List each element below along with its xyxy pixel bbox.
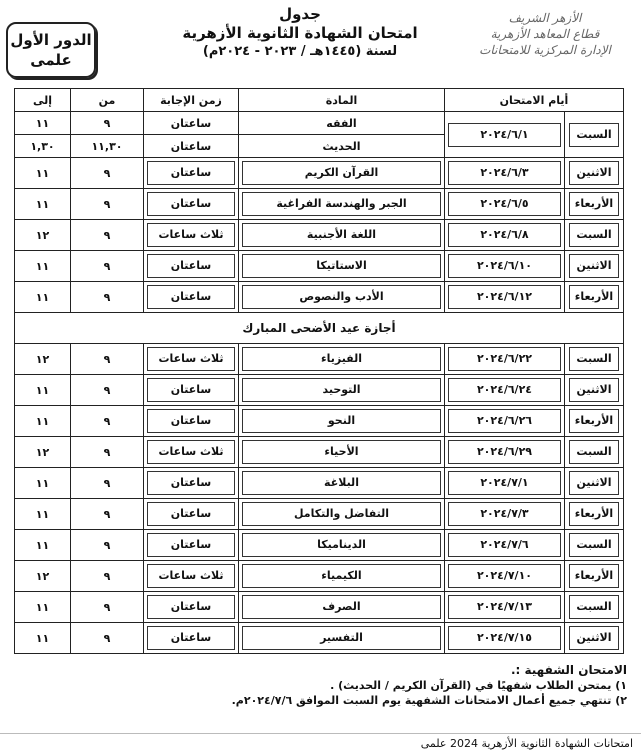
duration-value: ساعتان xyxy=(147,533,235,557)
duration-value: ساعتان xyxy=(147,409,235,433)
from-time: ٩ xyxy=(71,561,144,592)
subject-name: التفاضل والتكامل xyxy=(242,502,441,526)
subject-cell xyxy=(239,282,445,313)
duration-cell xyxy=(144,135,239,158)
table-row xyxy=(15,251,624,282)
date-value: ٢٠٢٤/٧/٣ xyxy=(448,502,561,526)
duration-value: ساعتان xyxy=(147,285,235,309)
day-name: السبت xyxy=(569,595,619,619)
notes-title: الامتحان الشفهية :. xyxy=(510,663,627,677)
day-name: الاثنين xyxy=(569,626,619,650)
duration-cell xyxy=(144,623,239,654)
to-time: ١٢ xyxy=(15,220,71,251)
header-from: من xyxy=(71,89,144,112)
date-cell xyxy=(445,406,565,437)
day-name: الأربعاء xyxy=(569,285,619,309)
day-cell xyxy=(565,530,624,561)
day-cell xyxy=(565,282,624,313)
day-cell xyxy=(565,375,624,406)
duration-value: ساعتان xyxy=(147,502,235,526)
table-body xyxy=(15,112,624,654)
date-cell xyxy=(445,561,565,592)
day-cell xyxy=(565,437,624,468)
from-time: ٩ xyxy=(71,282,144,313)
subject-cell xyxy=(239,406,445,437)
header-title xyxy=(170,6,430,61)
date-value: ٢٠٢٤/٦/٥ xyxy=(448,192,561,216)
day-cell xyxy=(565,112,624,158)
day-name: الاثنين xyxy=(569,471,619,495)
day-name: الاثنين xyxy=(569,254,619,278)
duration-value: ثلاث ساعات xyxy=(147,440,235,464)
subject-cell xyxy=(239,220,445,251)
date-value: ٢٠٢٤/٦/٨ xyxy=(448,223,561,247)
date-cell xyxy=(445,251,565,282)
duration-cell xyxy=(144,220,239,251)
duration-value: ساعتان xyxy=(147,595,235,619)
duration-value: ثلاث ساعات xyxy=(147,223,235,247)
table-row xyxy=(15,344,624,375)
to-time: ١٢ xyxy=(15,344,71,375)
table-header-row xyxy=(15,89,624,112)
subject-name: الديناميكا xyxy=(242,533,441,557)
note-item: ٢) تنتهي جميع أعمال الامتحانات الشفهية يوم السبت الموافق ٢٠٢٤/٧/٦م. xyxy=(231,694,627,707)
day-name: الأربعاء xyxy=(569,564,619,588)
table-row xyxy=(15,437,624,468)
subject-cell xyxy=(239,135,445,158)
to-time: ١١ xyxy=(15,375,71,406)
to-time: ١١ xyxy=(15,499,71,530)
from-time: ٩ xyxy=(71,499,144,530)
holiday-row xyxy=(15,313,624,344)
day-name: الأربعاء xyxy=(569,192,619,216)
date-cell xyxy=(445,499,565,530)
subject-cell xyxy=(239,112,445,135)
table-row xyxy=(15,220,624,251)
date-value: ٢٠٢٤/٦/٢٤ xyxy=(448,378,561,402)
subject-name: الأدب والنصوص xyxy=(242,285,441,309)
from-time: ٩ xyxy=(71,158,144,189)
date-cell xyxy=(445,375,565,406)
duration-value: ساعتان xyxy=(147,471,235,495)
table-row xyxy=(15,499,624,530)
from-time: ٩ xyxy=(71,189,144,220)
subject-cell xyxy=(239,375,445,406)
to-time: ١١ xyxy=(15,530,71,561)
date-cell xyxy=(445,623,565,654)
from-time: ٩ xyxy=(71,530,144,561)
date-cell xyxy=(445,112,565,158)
to-time: ١١ xyxy=(15,251,71,282)
subject-name: النحو xyxy=(242,409,441,433)
day-name: الأربعاء xyxy=(569,502,619,526)
subject-cell xyxy=(239,437,445,468)
day-cell xyxy=(565,220,624,251)
duration-value: ثلاث ساعات xyxy=(147,564,235,588)
table-row xyxy=(15,623,624,654)
note-item: ١) يمتحن الطلاب شفهيًا في (القرآن الكريم / الحديث) . xyxy=(330,679,627,692)
to-time: ١٢ xyxy=(15,437,71,468)
date-value: ٢٠٢٤/٦/٣ xyxy=(448,161,561,185)
org-line3: الإدارة المركزية للامتحانات xyxy=(479,43,611,57)
to-time: ١١ xyxy=(15,189,71,220)
date-value: ٢٠٢٤/٦/١٢ xyxy=(448,285,561,309)
subject-name: البلاغة xyxy=(242,471,441,495)
duration-cell xyxy=(144,282,239,313)
subject-name: القرآن الكريم xyxy=(242,161,441,185)
subject-cell xyxy=(239,189,445,220)
to-time: ١١ xyxy=(15,406,71,437)
duration-cell xyxy=(144,499,239,530)
day-cell xyxy=(565,189,624,220)
day-name: السبت xyxy=(569,223,619,247)
day-name: السبت xyxy=(569,533,619,557)
day-cell xyxy=(565,468,624,499)
org-line2: قطاع المعاهد الأزهرية xyxy=(490,27,600,41)
duration-value: ساعتان xyxy=(147,254,235,278)
title-line1: جدول xyxy=(279,5,321,23)
subject-name: الفقه xyxy=(326,116,357,130)
day-name: السبت xyxy=(569,123,619,147)
date-value: ٢٠٢٤/٦/٢٦ xyxy=(448,409,561,433)
subject-cell xyxy=(239,592,445,623)
from-time: ٩ xyxy=(71,251,144,282)
holiday-label: أجازة عيد الأضحى المبارك xyxy=(15,313,624,344)
table-row xyxy=(15,406,624,437)
duration-value: ساعتان xyxy=(170,116,212,130)
duration-cell xyxy=(144,112,239,135)
table-row xyxy=(15,112,624,135)
header-to: إلى xyxy=(15,89,71,112)
to-time: ١١ xyxy=(15,623,71,654)
date-cell xyxy=(445,344,565,375)
duration-cell xyxy=(144,406,239,437)
to-time: ١١ xyxy=(15,592,71,623)
duration-cell xyxy=(144,189,239,220)
date-value: ٢٠٢٤/٧/١٣ xyxy=(448,595,561,619)
table-row xyxy=(15,561,624,592)
table-row xyxy=(15,375,624,406)
subject-cell xyxy=(239,530,445,561)
date-cell xyxy=(445,282,565,313)
subject-name: الأحياء xyxy=(242,440,441,464)
to-time: ١١ xyxy=(15,468,71,499)
duration-value: ساعتان xyxy=(147,161,235,185)
day-cell xyxy=(565,344,624,375)
badge-line2: علمى xyxy=(30,51,72,69)
date-value: ٢٠٢٤/٦/١٠ xyxy=(448,254,561,278)
header-days: أيام الامتحان xyxy=(445,89,624,112)
date-value: ٢٠٢٤/٧/١ xyxy=(448,471,561,495)
duration-cell xyxy=(144,437,239,468)
duration-cell xyxy=(144,530,239,561)
subject-name: اللغة الأجنبية xyxy=(242,223,441,247)
from-time: ٩ xyxy=(71,623,144,654)
subject-name: الاستاتيكا xyxy=(242,254,441,278)
date-value: ٢٠٢٤/٧/١٠ xyxy=(448,564,561,588)
day-name: الأربعاء xyxy=(569,409,619,433)
header-subject: المادة xyxy=(239,89,445,112)
date-cell xyxy=(445,189,565,220)
subject-name: التوحيد xyxy=(242,378,441,402)
title-line3: لسنة (١٤٤٥هـ / ٢٠٢٣ - ٢٠٢٤م) xyxy=(202,44,398,59)
duration-value: ساعتان xyxy=(170,139,212,153)
subject-name: الصرف xyxy=(242,595,441,619)
to-time: ١,٣٠ xyxy=(15,135,71,158)
day-name: الاثنين xyxy=(569,378,619,402)
day-cell xyxy=(565,499,624,530)
subject-name: الحديث xyxy=(322,139,361,153)
from-time: ٩ xyxy=(71,406,144,437)
subject-cell xyxy=(239,623,445,654)
date-cell xyxy=(445,468,565,499)
date-value: ٢٠٢٤/٦/١ xyxy=(448,123,561,147)
date-cell xyxy=(445,592,565,623)
subject-cell xyxy=(239,499,445,530)
day-cell xyxy=(565,406,624,437)
subject-cell xyxy=(239,561,445,592)
date-cell xyxy=(445,220,565,251)
day-cell xyxy=(565,592,624,623)
duration-value: ساعتان xyxy=(147,192,235,216)
exam-schedule-table xyxy=(14,88,624,654)
from-time: ٩ xyxy=(71,344,144,375)
badge-line1: الدور الأول xyxy=(10,31,92,49)
from-time: ٩ xyxy=(71,437,144,468)
table-row xyxy=(15,282,624,313)
subject-name: الكيمياء xyxy=(242,564,441,588)
table-row xyxy=(15,158,624,189)
duration-cell xyxy=(144,592,239,623)
subject-cell xyxy=(239,344,445,375)
duration-cell xyxy=(144,251,239,282)
subject-name: التفسير xyxy=(242,626,441,650)
to-time: ١١ xyxy=(15,158,71,189)
table-row xyxy=(15,592,624,623)
date-cell xyxy=(445,158,565,189)
notes-section xyxy=(27,663,627,708)
day-name: السبت xyxy=(569,440,619,464)
table-row xyxy=(15,189,624,220)
title-line2: امتحان الشهادة الثانوية الأزهرية xyxy=(182,24,418,42)
from-time: ١١,٣٠ xyxy=(71,135,144,158)
day-cell xyxy=(565,158,624,189)
from-time: ٩ xyxy=(71,220,144,251)
date-value: ٢٠٢٤/٦/٢٩ xyxy=(448,440,561,464)
organization-stamp xyxy=(465,10,625,58)
from-time: ٩ xyxy=(71,468,144,499)
duration-cell xyxy=(144,375,239,406)
day-name: الاثنين xyxy=(569,161,619,185)
from-time: ٩ xyxy=(71,375,144,406)
from-time: ٩ xyxy=(71,112,144,135)
duration-cell xyxy=(144,344,239,375)
duration-value: ساعتان xyxy=(147,378,235,402)
to-time: ١١ xyxy=(15,112,71,135)
to-time: ١١ xyxy=(15,282,71,313)
table-row xyxy=(15,468,624,499)
day-cell xyxy=(565,251,624,282)
duration-cell xyxy=(144,158,239,189)
date-cell xyxy=(445,530,565,561)
subject-cell xyxy=(239,251,445,282)
duration-value: ثلاث ساعات xyxy=(147,347,235,371)
date-value: ٢٠٢٤/٦/٢٢ xyxy=(448,347,561,371)
date-cell xyxy=(445,437,565,468)
day-cell xyxy=(565,561,624,592)
subject-cell xyxy=(239,468,445,499)
subject-name: الفيزياء xyxy=(242,347,441,371)
to-time: ١٢ xyxy=(15,561,71,592)
duration-cell xyxy=(144,468,239,499)
duration-value: ساعتان xyxy=(147,626,235,650)
header-duration: زمن الإجابة xyxy=(144,89,239,112)
subject-cell xyxy=(239,158,445,189)
date-value: ٢٠٢٤/٧/٦ xyxy=(448,533,561,557)
footer-caption: امتحانات الشهادة الثانوية الأزهرية 2024 علمى xyxy=(0,733,641,754)
day-name: السبت xyxy=(569,347,619,371)
day-cell xyxy=(565,623,624,654)
org-line1: الأزهر الشريف xyxy=(508,11,582,25)
date-value: ٢٠٢٤/٧/١٥ xyxy=(448,626,561,650)
duration-cell xyxy=(144,561,239,592)
subject-name: الجبر والهندسة الفراغية xyxy=(242,192,441,216)
round-badge xyxy=(6,22,96,78)
from-time: ٩ xyxy=(71,592,144,623)
table-row xyxy=(15,530,624,561)
